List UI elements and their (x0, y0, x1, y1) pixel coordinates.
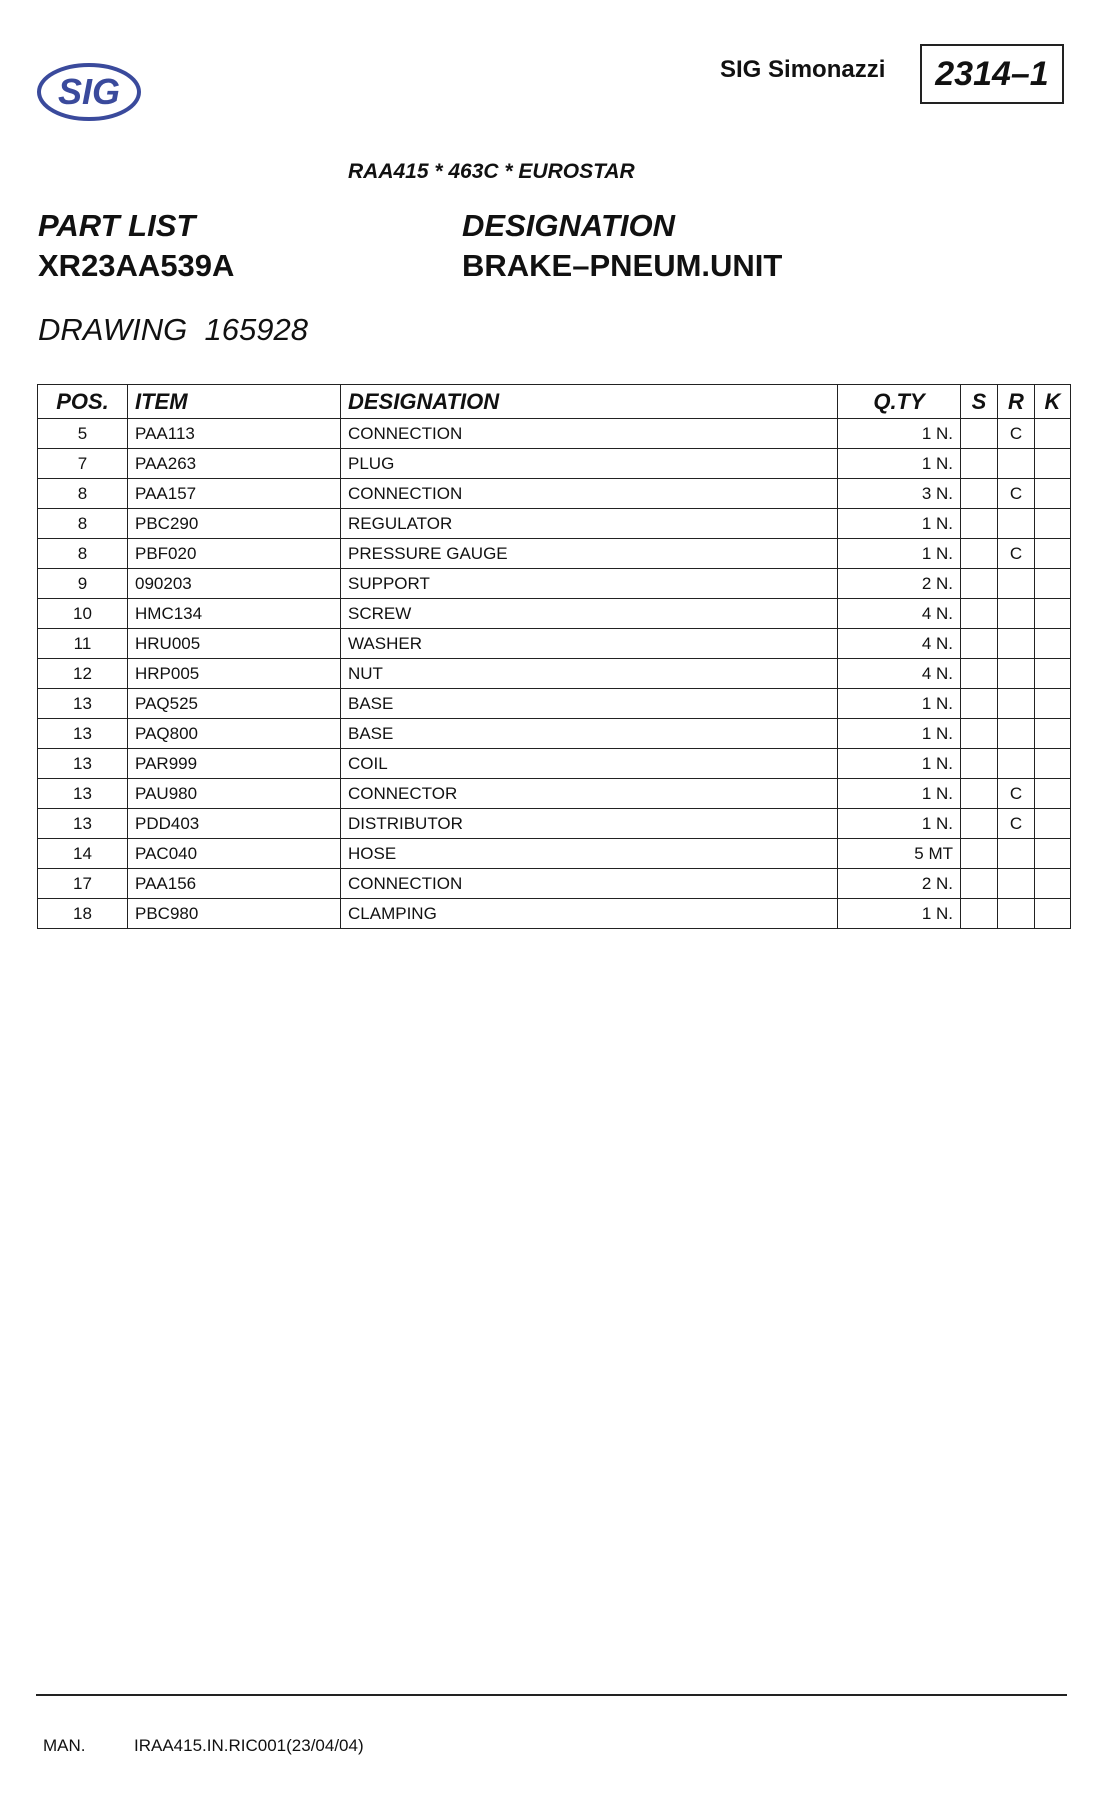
cell-item: PAC040 (128, 839, 341, 869)
cell-s (961, 899, 998, 929)
table-row (38, 509, 1071, 539)
table-row (38, 749, 1071, 779)
cell-qty: 4 N. (838, 599, 961, 629)
cell-r (998, 449, 1035, 479)
footer-divider (36, 1694, 1067, 1696)
page-code-box (920, 44, 1064, 104)
cell-pos: 13 (38, 809, 128, 839)
cell-k (1035, 659, 1071, 689)
table-row (38, 689, 1071, 719)
cell-qty: 1 N. (838, 779, 961, 809)
cell-pos: 5 (38, 419, 128, 449)
table-row (38, 599, 1071, 629)
header-s: S (961, 385, 998, 419)
cell-r (998, 719, 1035, 749)
cell-designation: SUPPORT (341, 569, 838, 599)
cell-item: PBC290 (128, 509, 341, 539)
cell-s (961, 659, 998, 689)
cell-pos: 17 (38, 869, 128, 899)
cell-item: PAQ800 (128, 719, 341, 749)
cell-pos: 8 (38, 539, 128, 569)
cell-qty: 1 N. (838, 509, 961, 539)
cell-r (998, 689, 1035, 719)
table-row (38, 839, 1071, 869)
header-r: R (998, 385, 1035, 419)
page-code: 2314–1 (935, 54, 1049, 93)
cell-qty: 2 N. (838, 569, 961, 599)
cell-item: PAA263 (128, 449, 341, 479)
cell-designation: CONNECTION (341, 869, 838, 899)
cell-r (998, 899, 1035, 929)
table-row (38, 539, 1071, 569)
cell-qty: 3 N. (838, 479, 961, 509)
cell-item: PAA156 (128, 869, 341, 899)
header-designation: DESIGNATION (341, 385, 838, 419)
table-row (38, 449, 1071, 479)
part-list-block (38, 206, 234, 286)
cell-pos: 8 (38, 479, 128, 509)
cell-k (1035, 449, 1071, 479)
logo-text: SIG (57, 71, 121, 112)
cell-r (998, 509, 1035, 539)
cell-r (998, 839, 1035, 869)
cell-qty: 2 N. (838, 869, 961, 899)
drawing-number: DRAWING 165928 (38, 312, 308, 347)
cell-designation: CONNECTION (341, 419, 838, 449)
cell-r: C (998, 419, 1035, 449)
cell-r (998, 869, 1035, 899)
cell-designation: BASE (341, 689, 838, 719)
cell-pos: 11 (38, 629, 128, 659)
cell-s (961, 449, 998, 479)
cell-k (1035, 719, 1071, 749)
cell-qty: 1 N. (838, 689, 961, 719)
cell-pos: 13 (38, 749, 128, 779)
cell-s (961, 569, 998, 599)
cell-pos: 8 (38, 509, 128, 539)
cell-item: HRP005 (128, 659, 341, 689)
designation-block (462, 206, 782, 286)
cell-item: PAA157 (128, 479, 341, 509)
cell-qty: 1 N. (838, 539, 961, 569)
cell-s (961, 839, 998, 869)
cell-designation: DISTRIBUTOR (341, 809, 838, 839)
header-item: ITEM (128, 385, 341, 419)
cell-k (1035, 809, 1071, 839)
header-qty: Q.TY (838, 385, 961, 419)
cell-k (1035, 869, 1071, 899)
cell-pos: 13 (38, 779, 128, 809)
cell-designation: PRESSURE GAUGE (341, 539, 838, 569)
cell-s (961, 509, 998, 539)
cell-s (961, 719, 998, 749)
cell-pos: 18 (38, 899, 128, 929)
cell-s (961, 779, 998, 809)
cell-qty: 4 N. (838, 659, 961, 689)
cell-k (1035, 899, 1071, 929)
cell-k (1035, 479, 1071, 509)
cell-qty: 1 N. (838, 419, 961, 449)
table-row (38, 869, 1071, 899)
cell-r (998, 599, 1035, 629)
cell-k (1035, 689, 1071, 719)
table-row (38, 899, 1071, 929)
cell-k (1035, 749, 1071, 779)
designation-value: BRAKE–PNEUM.UNIT (462, 248, 783, 283)
cell-pos: 13 (38, 689, 128, 719)
cell-qty: 1 N. (838, 899, 961, 929)
company-name: SIG Simonazzi (720, 56, 886, 83)
cell-item: PBF020 (128, 539, 341, 569)
cell-designation: WASHER (341, 629, 838, 659)
cell-pos: 14 (38, 839, 128, 869)
cell-r: C (998, 539, 1035, 569)
cell-designation: NUT (341, 659, 838, 689)
cell-k (1035, 629, 1071, 659)
cell-item: HMC134 (128, 599, 341, 629)
cell-pos: 10 (38, 599, 128, 629)
cell-designation: REGULATOR (341, 509, 838, 539)
cell-designation: PLUG (341, 449, 838, 479)
cell-s (961, 809, 998, 839)
cell-k (1035, 599, 1071, 629)
sig-logo (36, 62, 142, 122)
cell-r (998, 569, 1035, 599)
cell-qty: 4 N. (838, 629, 961, 659)
table-row (38, 419, 1071, 449)
cell-item: PAR999 (128, 749, 341, 779)
cell-qty: 1 N. (838, 809, 961, 839)
cell-item: PAU980 (128, 779, 341, 809)
cell-designation: CONNECTOR (341, 779, 838, 809)
cell-pos: 7 (38, 449, 128, 479)
cell-k (1035, 419, 1071, 449)
cell-item: PAA113 (128, 419, 341, 449)
table-header-row (38, 385, 1071, 419)
cell-k (1035, 779, 1071, 809)
cell-designation: HOSE (341, 839, 838, 869)
table-row (38, 779, 1071, 809)
cell-designation: BASE (341, 719, 838, 749)
cell-s (961, 749, 998, 779)
cell-r: C (998, 809, 1035, 839)
cell-s (961, 539, 998, 569)
cell-item: PBC980 (128, 899, 341, 929)
cell-k (1035, 539, 1071, 569)
cell-k (1035, 569, 1071, 599)
cell-qty: 1 N. (838, 749, 961, 779)
header-pos: POS. (38, 385, 128, 419)
cell-r (998, 749, 1035, 779)
cell-designation: CLAMPING (341, 899, 838, 929)
cell-pos: 9 (38, 569, 128, 599)
cell-r (998, 629, 1035, 659)
cell-r: C (998, 779, 1035, 809)
designation-label: DESIGNATION (462, 208, 675, 243)
cell-r: C (998, 479, 1035, 509)
header-k: K (1035, 385, 1071, 419)
cell-designation: COIL (341, 749, 838, 779)
cell-pos: 13 (38, 719, 128, 749)
cell-item: HRU005 (128, 629, 341, 659)
cell-s (961, 689, 998, 719)
cell-item: PDD403 (128, 809, 341, 839)
model-line: RAA415 * 463C * EUROSTAR (348, 160, 635, 183)
cell-s (961, 629, 998, 659)
part-list-label: PART LIST (38, 208, 196, 243)
cell-s (961, 419, 998, 449)
cell-pos: 12 (38, 659, 128, 689)
cell-qty: 5 MT (838, 839, 961, 869)
table-row (38, 629, 1071, 659)
footer-man: MAN. (43, 1736, 86, 1755)
cell-s (961, 479, 998, 509)
parts-table (37, 384, 1071, 929)
cell-k (1035, 509, 1071, 539)
table-row (38, 569, 1071, 599)
table-row (38, 719, 1071, 749)
cell-item: PAQ525 (128, 689, 341, 719)
part-list-code: XR23AA539A (38, 248, 235, 283)
cell-s (961, 869, 998, 899)
footer-reference: IRAA415.IN.RIC001(23/04/04) (134, 1736, 364, 1755)
cell-designation: CONNECTION (341, 479, 838, 509)
cell-item: 090203 (128, 569, 341, 599)
cell-r (998, 659, 1035, 689)
table-row (38, 479, 1071, 509)
cell-k (1035, 839, 1071, 869)
cell-s (961, 599, 998, 629)
table-row (38, 809, 1071, 839)
table-row (38, 659, 1071, 689)
cell-qty: 1 N. (838, 449, 961, 479)
cell-qty: 1 N. (838, 719, 961, 749)
cell-designation: SCREW (341, 599, 838, 629)
